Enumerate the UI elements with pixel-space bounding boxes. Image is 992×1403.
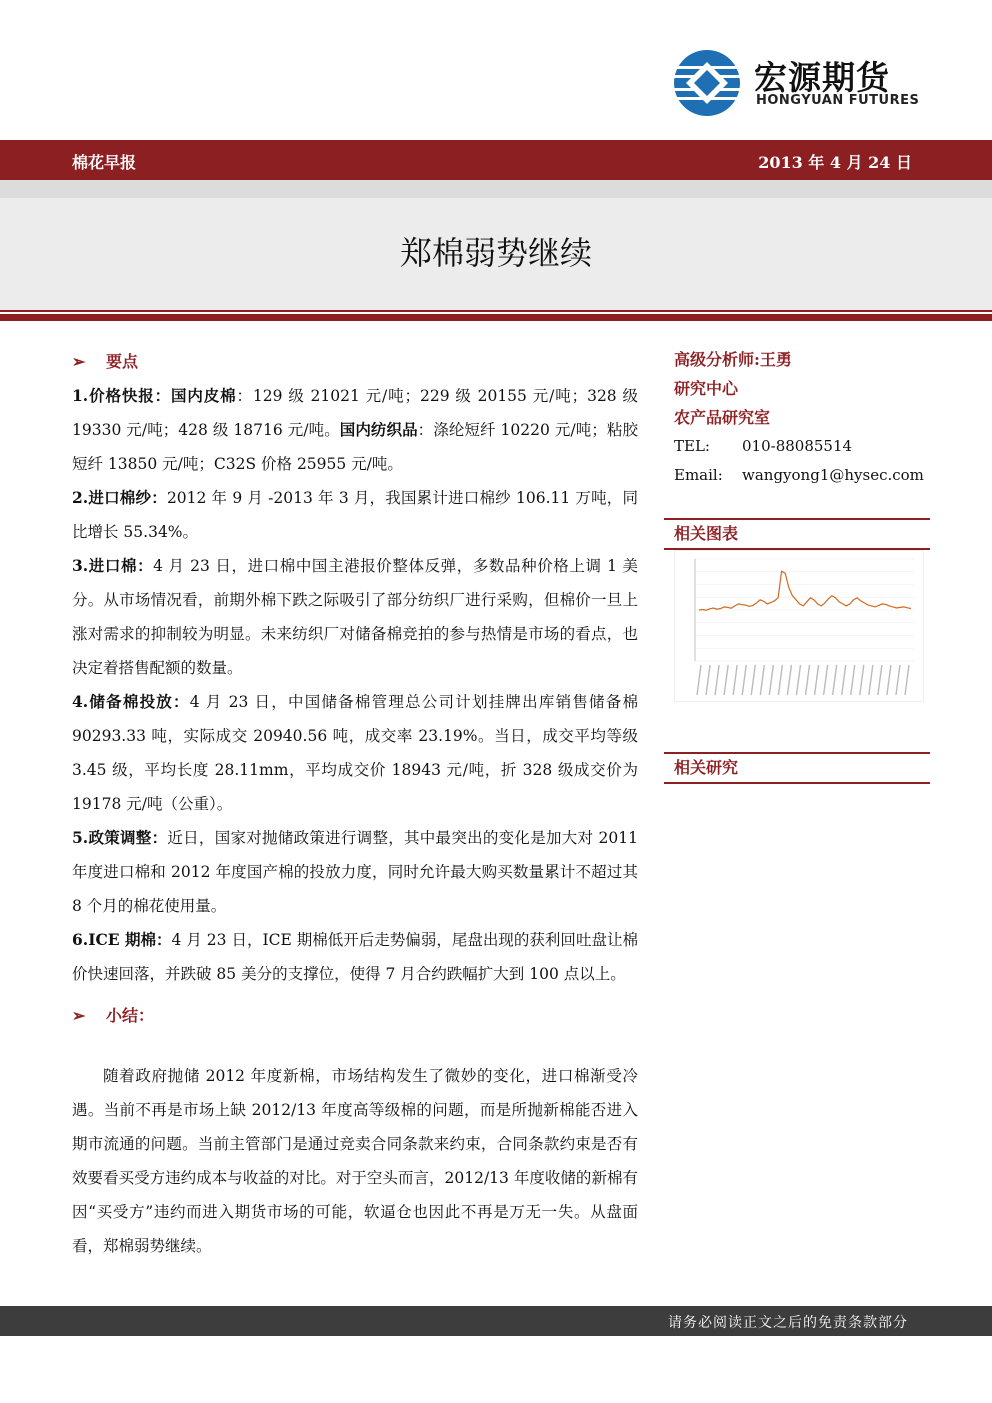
x-tick-mark bbox=[833, 665, 837, 695]
key-point-5: 5.政策调整：近日，国家对抛储政策进行调整，其中最突出的变化是加大对 2011 年度进口棉和 2012 年度国产棉的投放力度，同时允许最大购买数量累计不超过其 8 个月的棉花使用量。 bbox=[72, 828, 638, 915]
x-tick-mark bbox=[706, 665, 710, 695]
summary-text: 随着政府抛储 2012 年度新棉，市场结构发生了微妙的变化，进口棉渐受冷遇。当前不再是市场上缺 2012/13 年度高等级棉的问题，而是所抛新棉能否进入期市流通的问题。当前主管部门是通过竞卖合同条款来约束，合同条款约束是否有效要看买受方违约成本与收益的对比。对于空头而言，2012/13 年度收储的新棉有因“买受方”违约而进入期货市场的可能，软逼仓也因此不再是万无一失。从盘面看，郑棉弱势继续。 bbox=[72, 1067, 638, 1255]
sidebar bbox=[674, 345, 930, 490]
x-tick-mark bbox=[715, 665, 719, 695]
point-label: 价格快报 bbox=[88, 386, 155, 405]
divider bbox=[0, 310, 992, 312]
point-number: 2. bbox=[72, 488, 89, 507]
x-tick-mark bbox=[769, 665, 773, 695]
point-text: 2012 年 9 月 -2013 年 3 月，我国累计进口棉纱 106.11 万吨，同比增长 55.34%。 bbox=[72, 489, 638, 541]
tel-value: 010-88085514 bbox=[742, 437, 853, 455]
x-tick-mark bbox=[760, 665, 764, 695]
footer-bar bbox=[0, 1306, 992, 1336]
tel-label: TEL: bbox=[674, 437, 710, 455]
email-value: wangyong1@hysec.com bbox=[742, 466, 924, 484]
key-point-3: 3.进口棉：4 月 23 日，进口棉中国主港报价整体反弹，多数品种价格上调 1 美分。从市场情况看，前期外棉下跌之际吸引了部分纺织厂进行采购，但棉价一旦上涨对需求的抑制较为明显。未来纺织厂对储备棉竞拍的参与热情是市场的看点，也决定着搭售配额的数量。 bbox=[72, 556, 638, 677]
x-tick-mark bbox=[697, 665, 701, 695]
x-tick-mark bbox=[851, 665, 855, 695]
key-point-1: 1.价格快报：国内皮棉：129 级 21021 元/吨；229 级 20155 元/吨；328 级 19330 元/吨；428 级 18716 元/吨。国内纺织品：涤纶短纤 10220 元/吨；粘胶短纤 13850 元/吨；C32S 价格 25955 元/吨。 bbox=[72, 386, 638, 473]
report-category: 棉花早报 bbox=[72, 153, 137, 172]
x-tick-mark bbox=[860, 665, 864, 695]
section-title: 要点 bbox=[106, 352, 139, 371]
x-tick-mark bbox=[905, 665, 909, 695]
point-text: ：涤纶短纤 10220 元/吨；粘胶短纤 13850 元/吨；C32S 价格 25955 元/吨。 bbox=[72, 421, 638, 473]
main-content bbox=[72, 345, 638, 1263]
point-text: 4 月 23 日，中国储备棉管理总公司计划挂牌出库销售储备棉 90293.33 吨，实际成交 20940.56 吨，成交率 23.19%。当日，成交平均等级 3.45 级，平均长度 28.11mm，平均成交价 18943 元/吨，折 328 级成交价为 19178 元/吨（公重）。 bbox=[72, 693, 638, 813]
point-text: ：129 级 21021 元/吨；229 级 20155 元/吨；328 级 19330 元/吨；428 级 18716 元/吨。 bbox=[72, 387, 638, 439]
point-text: 近日，国家对抛储政策进行调整，其中最突出的变化是加大对 2011 年度进口棉和 2012 年度国产棉的投放力度，同时允许最大购买数量累计不超过其 8 个月的棉花使用量。 bbox=[72, 829, 638, 915]
point-label: 进口棉纱 bbox=[88, 488, 152, 507]
analyst-name: 高级分析师:王勇 bbox=[674, 350, 792, 369]
related-chart-box bbox=[664, 518, 930, 550]
point-label: 储备棉投放 bbox=[88, 692, 174, 711]
x-tick-mark bbox=[887, 665, 891, 695]
company-logo bbox=[672, 48, 922, 118]
price-chart bbox=[674, 550, 924, 702]
email-row bbox=[674, 461, 930, 490]
department: 研究中心 bbox=[674, 379, 739, 398]
key-points-heading bbox=[72, 345, 638, 379]
point-label: 进口棉 bbox=[88, 556, 138, 575]
email-label: Email: bbox=[674, 466, 723, 484]
point-label: ICE 期棉 bbox=[88, 930, 157, 949]
x-tick-mark bbox=[878, 665, 882, 695]
summary-heading bbox=[72, 999, 638, 1033]
point-number: 3. bbox=[72, 556, 89, 575]
price-line-chart bbox=[675, 551, 923, 701]
divider bbox=[0, 180, 992, 198]
related-research-heading: 相关研究 bbox=[664, 752, 930, 784]
point-label: 政策调整 bbox=[88, 828, 152, 847]
point-number: 5. bbox=[72, 828, 89, 847]
point-number: 4. bbox=[72, 692, 89, 711]
x-tick-mark bbox=[787, 665, 791, 695]
header-band bbox=[0, 140, 992, 180]
key-point-6: 6.ICE 期棉：4 月 23 日，ICE 期棉低开后走势偏弱，尾盘出现的获利回吐盘让棉价快速回落，并跌破 85 美分的支撑位，使得 7 月合约跌幅扩大到 100 点以上。 bbox=[72, 930, 638, 983]
arrow-bullet-icon: ➢ bbox=[72, 1006, 86, 1025]
x-tick-mark bbox=[796, 665, 800, 695]
x-tick-mark bbox=[742, 665, 746, 695]
related-research-box bbox=[664, 752, 930, 784]
brand-name-cn: 宏源期货 bbox=[754, 58, 890, 97]
point-sublabel: 国内纺织品 bbox=[339, 420, 418, 439]
point-text: 4 月 23 日，进口棉中国主港报价整体反弹，多数品种价格上调 1 美分。从市场情况看，前期外棉下跌之际吸引了部分纺织厂进行采购，但棉价一旦上涨对需求的抑制较为明显。未来纺织厂对储备棉竞拍的参与热情是市场的看点，也决定着搭售配额的数量。 bbox=[72, 557, 638, 677]
disclaimer-note: 请务必阅读正文之后的免责条款部分 bbox=[668, 1315, 908, 1331]
divider bbox=[0, 314, 992, 321]
hongyuan-logo-icon bbox=[672, 48, 742, 118]
title-area bbox=[0, 198, 992, 310]
x-tick-mark bbox=[869, 665, 873, 695]
related-chart-heading: 相关图表 bbox=[664, 518, 930, 550]
section-title: 小结： bbox=[106, 1006, 155, 1025]
sub-department: 农产品研究室 bbox=[674, 408, 771, 427]
x-tick-mark bbox=[815, 665, 819, 695]
x-tick-mark bbox=[896, 665, 900, 695]
report-date: 2013 年 4 月 24 日 bbox=[758, 153, 912, 172]
x-tick-mark bbox=[751, 665, 755, 695]
brand-name-en: HONGYUAN FUTURES bbox=[756, 93, 920, 108]
x-tick-mark bbox=[724, 665, 728, 695]
tel-row bbox=[674, 432, 930, 461]
x-tick-mark bbox=[842, 665, 846, 695]
point-text: 4 月 23 日，ICE 期棉低开后走势偏弱，尾盘出现的获利回吐盘让棉价快速回落，并跌破 85 美分的支撑位，使得 7 月合约跌幅扩大到 100 点以上。 bbox=[72, 931, 638, 983]
arrow-bullet-icon: ➢ bbox=[72, 352, 86, 371]
x-tick-mark bbox=[824, 665, 828, 695]
point-number: 6. bbox=[72, 930, 89, 949]
point-number: 1. bbox=[72, 386, 89, 405]
page-title: 郑棉弱势继续 bbox=[399, 234, 592, 272]
point-sublabel: 国内皮棉 bbox=[171, 386, 237, 405]
key-point-4: 4.储备棉投放：4 月 23 日，中国储备棉管理总公司计划挂牌出库销售储备棉 90293.33 吨，实际成交 20940.56 吨，成交率 23.19%。当日，成交平均等级 3.45 级，平均长度 28.11mm，平均成交价 18943 元/吨，折 328 级成交价为 19178 元/吨（公重）。 bbox=[72, 692, 638, 813]
key-point-2: 2.进口棉纱：2012 年 9 月 -2013 年 3 月，我国累计进口棉纱 106.11 万吨，同比增长 55.34%。 bbox=[72, 488, 638, 541]
x-tick-mark bbox=[806, 665, 810, 695]
x-tick-mark bbox=[733, 665, 737, 695]
price-series-line bbox=[699, 571, 911, 610]
x-tick-mark bbox=[778, 665, 782, 695]
